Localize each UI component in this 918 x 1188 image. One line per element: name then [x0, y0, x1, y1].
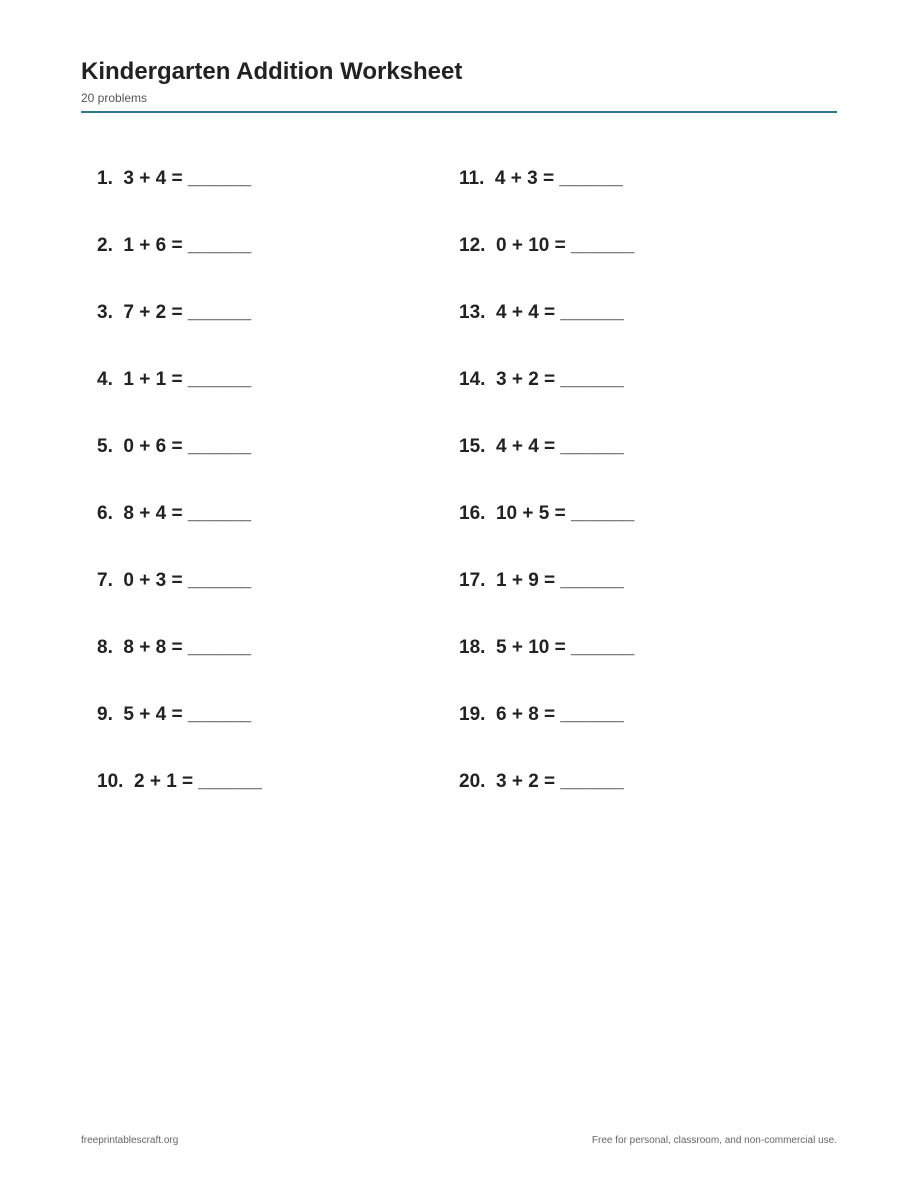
problem-4: 4. 1 + 1 = ______: [97, 369, 252, 390]
problem-6: 6. 8 + 4 = ______: [97, 503, 252, 524]
problem-count: 20 problems: [81, 91, 148, 105]
header-divider: [81, 111, 837, 113]
problem-9: 9. 5 + 4 = ______: [97, 704, 252, 725]
problem-17: 17. 1 + 9 = ______: [459, 570, 624, 591]
page-title: Kindergarten Addition Worksheet: [81, 58, 463, 85]
problem-5: 5. 0 + 6 = ______: [97, 436, 252, 457]
problem-19: 19. 6 + 8 = ______: [459, 704, 624, 725]
problem-3: 3. 7 + 2 = ______: [97, 302, 252, 323]
footer-license-note: Free for personal, classroom, and non-commercial use.: [591, 1135, 837, 1146]
problem-8: 8. 8 + 8 = ______: [97, 637, 252, 658]
problem-2: 2. 1 + 6 = ______: [97, 235, 252, 256]
problem-14: 14. 3 + 2 = ______: [459, 369, 624, 390]
problems-right-column: [459, 166, 789, 836]
problem-18: 18. 5 + 10 = ______: [459, 637, 635, 658]
problem-15: 15. 4 + 4 = ______: [459, 436, 624, 457]
problems-left-column: [97, 166, 427, 836]
problem-20: 20. 3 + 2 = ______: [459, 771, 624, 792]
problem-13: 13. 4 + 4 = ______: [459, 302, 624, 323]
problem-1: 1. 3 + 4 = ______: [97, 168, 252, 189]
problem-12: 12. 0 + 10 = ______: [459, 235, 635, 256]
problem-10: 10. 2 + 1 = ______: [97, 771, 262, 792]
footer-site-link: freeprintablescraft.org: [81, 1135, 179, 1146]
problem-7: 7. 0 + 3 = ______: [97, 570, 252, 591]
problem-16: 16. 10 + 5 = ______: [459, 503, 635, 524]
problem-11: 11. 4 + 3 = ______: [459, 168, 623, 189]
